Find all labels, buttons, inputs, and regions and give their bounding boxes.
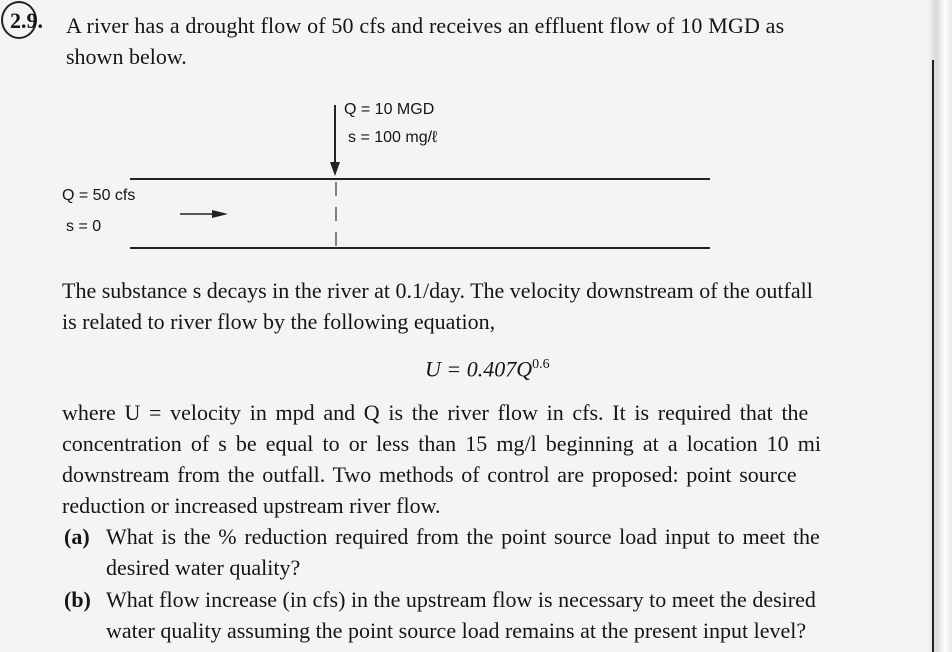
requirement-line2-text: concentration of s be equal to or less than 15 mg/l beginning at a location 10 mi (62, 431, 821, 456)
requirement-line2 (62, 428, 927, 459)
problem-statement-text: A river has a drought flow of 50 cfs and receives an effluent flow of 10 MGD as (66, 13, 785, 38)
requirement-line1 (62, 397, 927, 428)
upstream-flow-label: Q = 50 cfs (62, 187, 136, 204)
effluent-concentration-label: s = 100 mg/ℓ (348, 129, 438, 146)
decay-statement-line2: is related to river flow by the following equation, (62, 309, 496, 334)
velocity-equation-main: U = 0.407Q (425, 356, 533, 382)
decay-statement-line1: The substance s decays in the river at 0.1/day. The velocity downstream of the outfall (62, 278, 813, 303)
page-edge-binding (928, 0, 952, 652)
requirement-line4: reduction or increased upstream river flow. (62, 493, 441, 518)
requirement-line3 (62, 459, 927, 490)
outfall-arrowhead (330, 162, 340, 176)
problem-number-label: 2.9. (10, 8, 43, 33)
requirement-line1-text: where U = velocity in mpd and Q is the river flow in cfs. It is required that the (62, 400, 809, 425)
part-a-line1: What is the % reduction required from the point source load input to meet the (106, 524, 820, 549)
effluent-flow-label: Q = 10 MGD (344, 101, 435, 118)
problem-statement-line2: shown below. (66, 44, 187, 69)
part-b-line2: water quality assuming the point source load remains at the present input level? (106, 618, 807, 643)
velocity-equation-exponent: 0.6 (532, 357, 550, 372)
part-b-line1: What flow increase (in cfs) in the upstream flow is necessary to meet the desired (106, 587, 816, 612)
part-a-line2: desired water quality? (106, 555, 301, 580)
part-b-label: (b) (64, 587, 91, 612)
river-diagram (0, 0, 952, 270)
part-a-label: (a) (64, 524, 90, 549)
requirement-line3-text: downstream from the outfall. Two methods of control are proposed: point source (62, 462, 797, 487)
upstream-concentration-label: s = 0 (66, 218, 102, 235)
flow-arrowhead (212, 210, 228, 218)
velocity-equation (425, 349, 550, 384)
